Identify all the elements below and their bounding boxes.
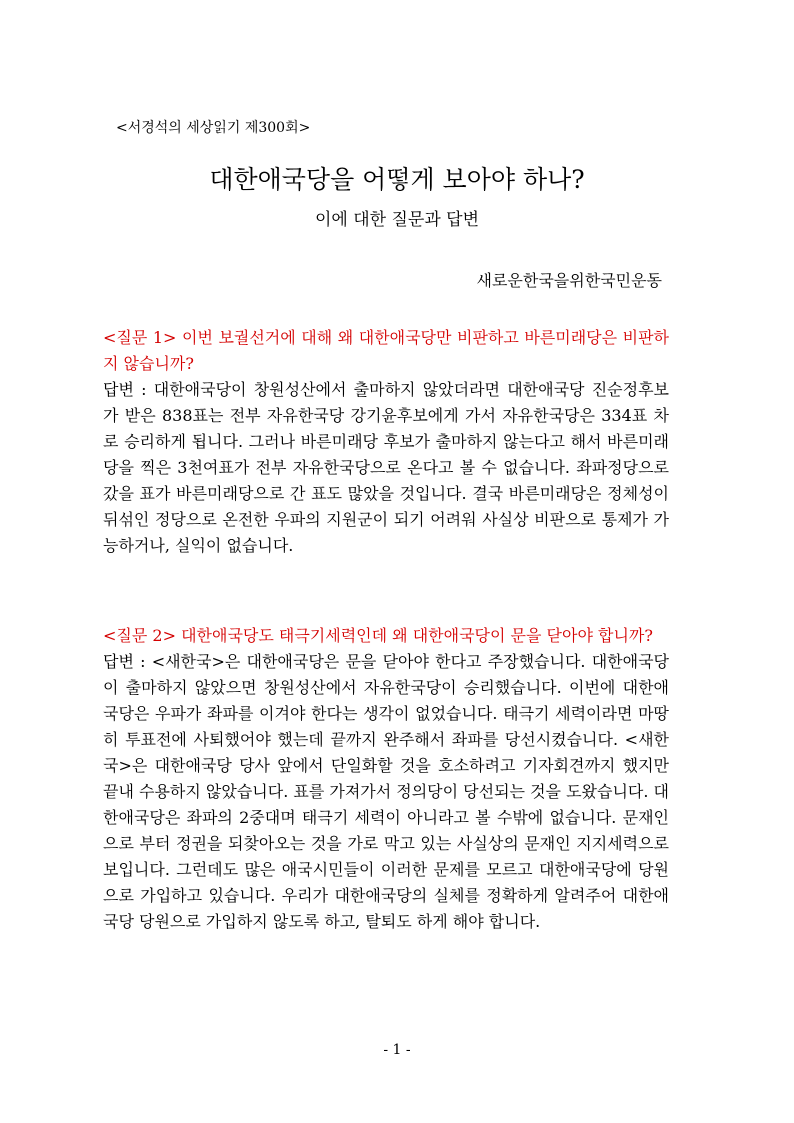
page-title: 대한애국당을 어떻게 보아야 하나? bbox=[209, 165, 585, 194]
answer-1: 답변 : 대한애국당이 창원성산에서 출마하지 않았더라면 대한애국당 진순정후보가 받은 838표는 전부 자유한국당 강기윤후보에게 가서 자유한국당은 334표 차로 승리하게 됩니다. 그러나 바른미래당 후보가 출마하지 않는다고 해서 바른미래당을 찍은 3천여표가 전부 자유한국당으로 온다고 볼 수 없습니다. 좌파정당으로 갔을 표가 바른미래당으로 간 표도 많았을 것입니다. 결국 바른미래당은 정체성이 뒤섞인 정당으로 온전한 우파의 지원군이 되기 어려워 사실상 비판으로 통제가 가능하거나, 실익이 없습니다. bbox=[103, 380, 669, 555]
qa-section-1 bbox=[103, 325, 669, 559]
qa-section-2 bbox=[103, 623, 669, 935]
page-subtitle: 이에 대한 질문과 답변 bbox=[314, 210, 479, 230]
organization-name: 새로운한국을위한국민운동 bbox=[476, 271, 662, 290]
page-number: - 1 - bbox=[383, 1042, 411, 1058]
question-2: <질문 2> 대한애국당도 태극기세력인데 왜 대한애국당이 문을 닫아야 합니까? bbox=[103, 626, 653, 645]
answer-2: 답변 : <새한국>은 대한애국당은 문을 닫아야 한다고 주장했습니다. 대한애국당이 출마하지 않았으면 창원성산에서 자유한국당이 승리했습니다. 이번에 대한애국당은 우파가 좌파를 이겨야 한다는 생각이 없었습니다. 태극기 세력이라면 마땅히 투표전에 사퇴했어야 했는데 끝까지 완주해서 좌파를 당선시켰습니다. <새한국>은 대한애국당 당사 앞에서 단일화할 것을 호소하려고 기자회견까지 했지만 끝내 수용하지 않았습니다. 표를 가져가서 정의당이 당선되는 것을 도왔습니다. 대한애국당은 좌파의 2중대며 태극기 세력이 아니라고 볼 수밖에 없습니다. 문재인으로 부터 정권을 되찾아오는 것을 가로 막고 있는 사실상의 문재인 지지세력으로 보입니다. 그런데도 많은 애국시민들이 이러한 문제를 모르고 대한애국당에 당원으로 가입하고 있습니다. 우리가 대한애국당의 실체를 정확하게 알려주어 대한애국당 당원으로 가입하지 않도록 하고, 탈퇴도 하게 해야 합니다. bbox=[103, 652, 669, 931]
series-label: <서경석의 세상읽기 제300회> bbox=[116, 120, 311, 136]
question-1: <질문 1> 이번 보궐선거에 대해 왜 대한애국당만 비판하고 바른미래당은 비판하지 않습니까? bbox=[103, 328, 669, 373]
